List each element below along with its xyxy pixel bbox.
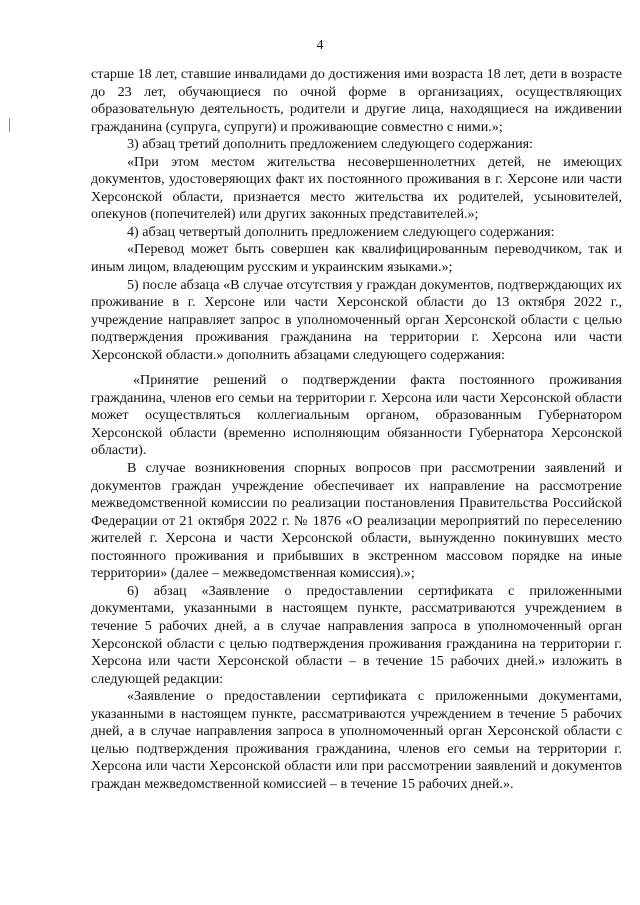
page-number: 4 bbox=[316, 38, 324, 53]
paragraph-continuation: старше 18 лет, ставшие инвалидами до достижения ими возраста 18 лет, дети в возрасте до 23 лет, обучающиеся по очной форме в организациях, осуществляющих образовательную деятельность, родители и другие лица, находящиеся на иждивении гражданина (супруга, супруги) и проживающие совместно с ними.»; bbox=[91, 66, 622, 135]
paragraph-item-4: 4) абзац четвертый дополнить предложением следующего содержания: bbox=[127, 223, 555, 240]
paragraph-quote-new-wording: «Заявление о предоставлении сертификата с приложенными документами, указанными в настоящем пункте, рассматриваются учреждением в течение 5 рабочих дней, а в случае направления запроса в уполномоченный орган Херсонской области с целью подтверждения проживания гражданина, членов его семьи на территории г. Херсона или части Херсонской области или при рассмотрении заявлений и документов граждан межведомственной комиссией – в течение 15 рабочих дней.». bbox=[91, 688, 622, 792]
document-body bbox=[91, 66, 622, 793]
paragraph-quote-decisions: «Принятие решений о подтверждении факта постоянного проживания гражданина, членов его семьи на территории г. Херсона или части Херсонской области может осуществляться коллегиальным органом, образованным Губернатором Херсонской области (временно исполняющим обязанности Губернатора Херсонской области). bbox=[91, 372, 622, 459]
margin-mark bbox=[9, 118, 10, 132]
paragraph-item-6: 6) абзац «Заявление о предоставлении сертификата с приложенными документами, указанными в настоящем пункте, рассматриваются учреждением в течение 5 рабочих дней, а в случае направления запроса в уполномоченный орган Херсонской области с целью подтверждения проживания гражданина на территории г. Херсона или части Херсонской области – в течение 15 рабочих дней.» изложить в следующей редакции: bbox=[91, 582, 622, 687]
paragraph-item-3: 3) абзац третий дополнить предложением следующего содержания: bbox=[127, 136, 534, 153]
paragraph-item-5: 5) после абзаца «В случае отсутствия у граждан документов, подтверждающих их проживание в г. Херсоне или части Херсонской области до 13 октября 2022 г., учреждение направляет запрос в уполномоченный орган Херсонской области с целью подтверждения проживания гражданина на территории г. Херсона или части Херсонской области.» дополнить абзацами следующего содержания: bbox=[91, 276, 622, 363]
paragraph-quote-translation: «Перевод может быть совершен как квалифицированным переводчиком, так и иным лицом, владеющим русским и украинским языками.»; bbox=[91, 241, 622, 276]
paragraph-disputes: В случае возникновения спорных вопросов при рассмотрении заявлений и документов граждан учреждение обеспечивает их направление на рассмотрение межведомственной комиссии по реализации постановления Правительства Российской Федерации от 21 октября 2022 г. № 1876 «О реализации мероприятий по переселению жителей г. Херсона и части Херсонской области, вынужденно покинувших место постоянного проживания и прибывших в экстренном массовом порядке на иные территории» (далее – межведомственная комиссия).»; bbox=[91, 460, 622, 582]
paragraph-quote-residence: «При этом местом жительства несовершеннолетних детей, не имеющих документов, удостоверяющих факт их постоянного проживания в г. Херсоне или части Херсонской области, признается место жительства их родителей, усыновителей, опекунов (попечителей) или других законных представителей.»; bbox=[91, 153, 622, 223]
